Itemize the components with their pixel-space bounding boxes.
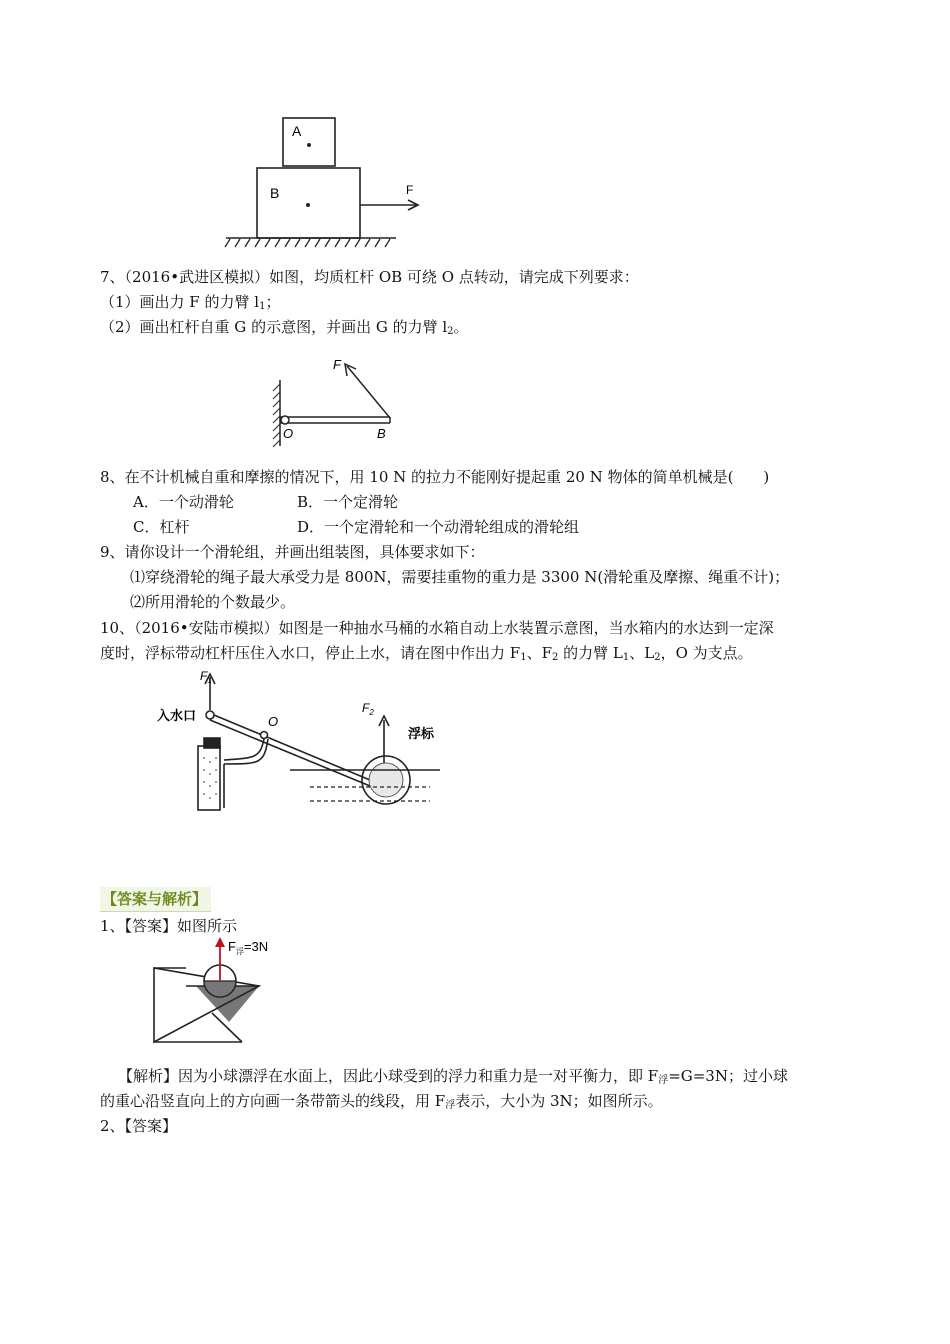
inlet-pipe [198, 746, 220, 810]
lever-joint [206, 711, 214, 719]
q8-option-a: A．一个动滑轮 [133, 493, 234, 511]
block-b-center [306, 203, 310, 207]
block-a-center [307, 143, 311, 147]
figure-toilet-tank [150, 668, 450, 818]
figure-lever-ob [265, 350, 405, 450]
q8-option-c: C．杠杆 [133, 518, 190, 536]
label-b: B [377, 426, 386, 441]
q9-stem: 9、请你设计一个滑轮组，并画出组装图，具体要求如下： [100, 543, 485, 561]
a1-analysis-line2: 的重心沿竖直向上的方向画一条带箭头的线段，用 $F_浮$表示，大小为 3N；如图所示。 [100, 1092, 663, 1111]
q7-stem: 7、（2016•武进区模拟）如图，均质杠杆 OB 可绕 O 点转动，请完成下列要求： [100, 268, 639, 286]
label-b: B [270, 185, 280, 201]
a1-analysis-line1: 【解析】因为小球漂浮在水面上，因此小球受到的浮力和重力是一对平衡力，即 $F_浮=G=3N$；过小球 [118, 1067, 788, 1086]
support-pipe [224, 739, 268, 764]
ground-hatch [225, 239, 390, 247]
q7-part2: （2）画出杠杆自重 G 的示意图，并画出 G 的力臂 $l_2$。 [100, 318, 469, 337]
q7-part1: （1）画出力 F 的力臂 $l_1$； [100, 293, 281, 312]
label-float: 浮标 [408, 726, 435, 741]
pivot-o [281, 416, 289, 424]
label-f2: $F_2$ [362, 701, 374, 717]
q8-stem: 8、在不计机械自重和摩擦的情况下，用 10 N 的拉力不能刚好提起重 20 N 物体的简单机械是( ) [100, 468, 770, 486]
a1-title: 1、【答案】如图所示 [100, 917, 238, 935]
pivot-o [261, 732, 268, 739]
label-inlet: 入水口 [157, 708, 197, 723]
q9-req2: ⑵所用滑轮的个数最少。 [130, 593, 296, 611]
answers-header: 【答案与解析】 [100, 887, 211, 912]
block-b [257, 168, 360, 238]
q8-option-d: D．一个定滑轮和一个动滑轮组成的滑轮组 [297, 518, 580, 536]
q10-line1: 10、（2016•安陆市模拟）如图是一种抽水马桶的水箱自动上水装置示意图，当水箱内的水达到一定深 [100, 619, 774, 637]
figure-answer1 [150, 935, 310, 1055]
inlet-dots [203, 757, 217, 799]
label-a: A [292, 123, 302, 139]
q9-req1: ⑴穿绕滑轮的绳子最大承受力是 800N，需要挂重物的重力是 3300 N(滑轮重及摩擦、绳重不计)； [130, 568, 790, 586]
a2-title: 2、【答案】 [100, 1117, 178, 1135]
label-o: O [283, 426, 294, 441]
figure-blocks-ab [220, 112, 430, 252]
q10-line2: 度时，浮标带动杠杆压住入水口，停止上水，请在图中作出力 $F_1$、$F_2$ 的力臂 $L_1$、$L_2$，O 为支点。 [100, 644, 753, 663]
force-f-rope [347, 366, 390, 418]
label-o: O [268, 714, 279, 729]
label-f1: $F_1$ [200, 669, 212, 685]
label-f: F [406, 183, 414, 197]
label-f-buoy: $F_浮=3N$ [228, 939, 269, 956]
label-f: F [333, 357, 341, 372]
q8-option-b: B．一个定滑轮 [297, 493, 399, 511]
block-a [283, 118, 335, 166]
